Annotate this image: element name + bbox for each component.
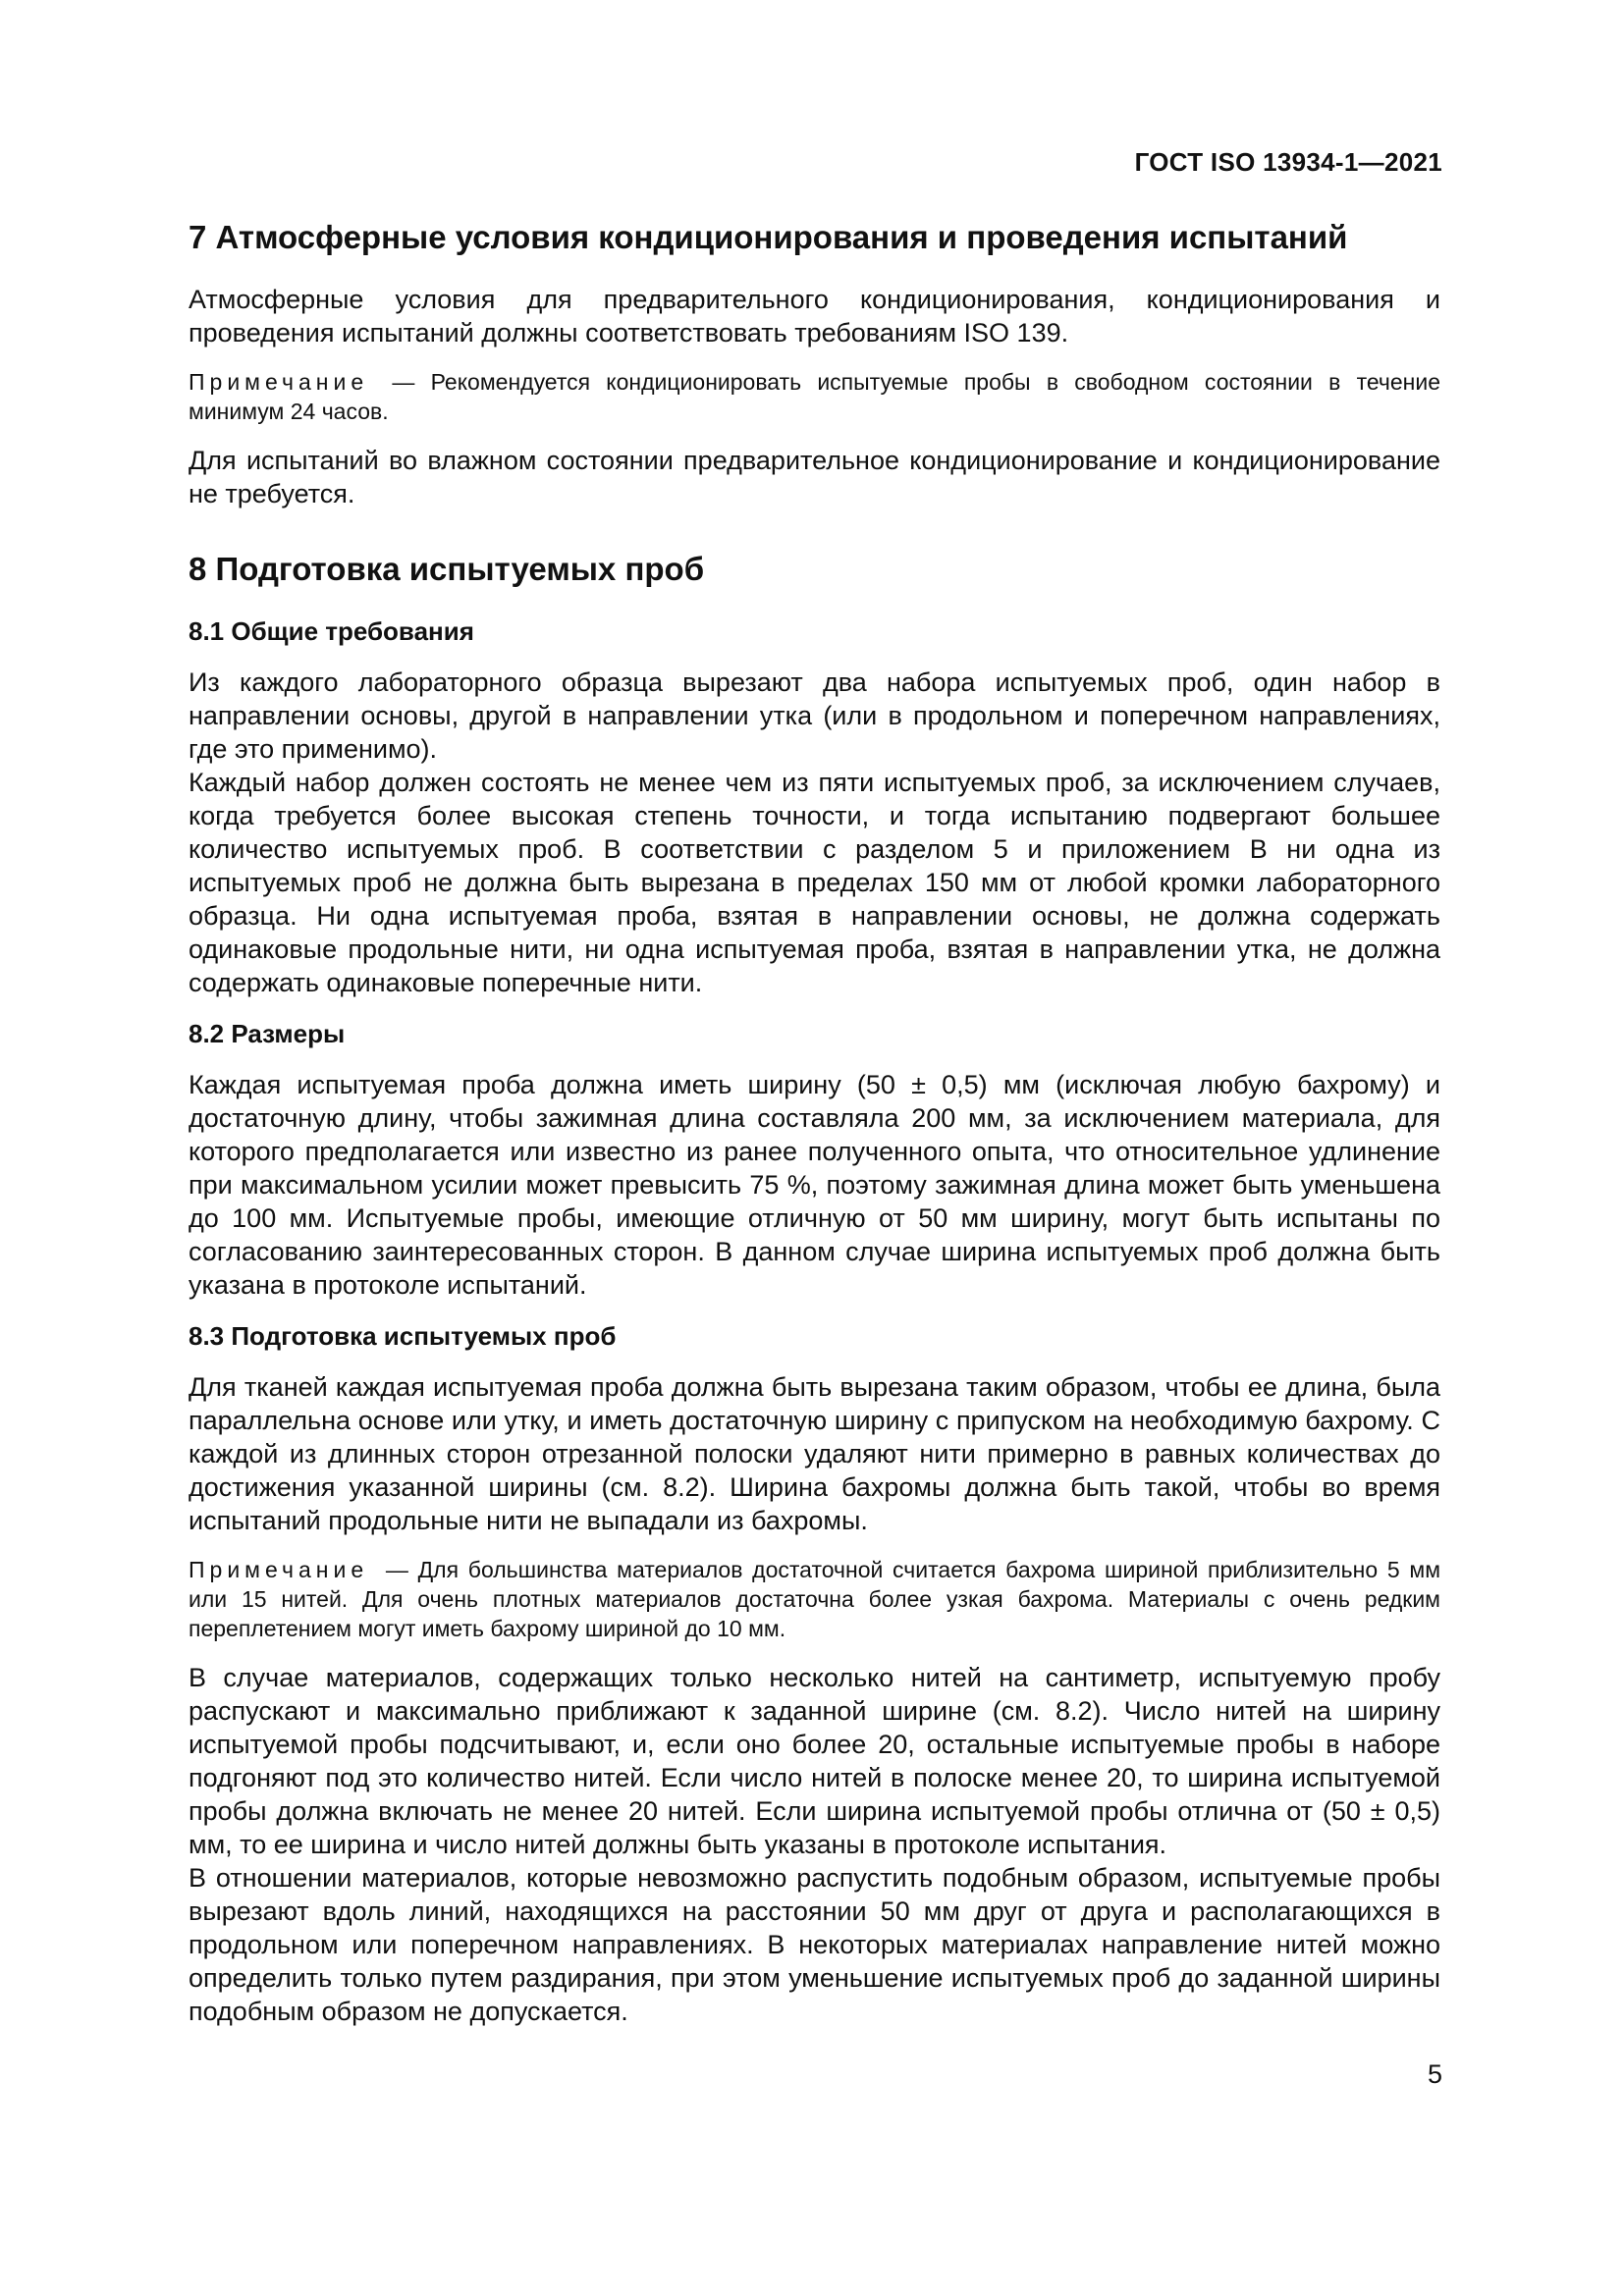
note-label: Примечание	[189, 1557, 369, 1582]
note-label: Примечание	[189, 369, 369, 395]
section-7-note	[189, 367, 1440, 426]
section-7-title: 7 Атмосферные условия кондиционирования и проведения испытаний	[189, 219, 1348, 255]
page-content	[189, 216, 1440, 2028]
subsection-8-1-paragraph-1: Из каждого лабораторного образца вырезают два набора испытуемых проб, один набор в направлении основы, другой в направлении утка (или в продольном и поперечном направлениях, где это применимо).	[189, 667, 1440, 764]
document-code-header: ГОСТ ISO 13934-1—2021	[1134, 147, 1442, 177]
section-7-paragraph-1-text: Атмосферные условия для предварительного кондиционирования, кондиционирования и проведения испытаний должны соответствовать требованиям ISO 139.	[189, 285, 1440, 347]
note-text: — Рекомендуется кондиционировать испытуемые пробы в свободном состоянии в течение минимум 24 часов.	[189, 369, 1441, 424]
note-text: — Для большинства материалов достаточной считается бахрома шириной приблизительно 5 мм или 15 нитей. Для очень плотных материалов достаточна более узкая бахрома. Материалы с очень редким переплетением могут иметь бахрому шириной до 10 мм.	[189, 1557, 1441, 1641]
section-7-paragraph-2: Для испытаний во влажном состоянии предварительное кондиционирование и кондиционирование не требуется.	[189, 446, 1440, 508]
subsection-8-3-paragraph-3: В отношении материалов, которые невозможно распустить подобным образом, испытуемые пробы вырезают вдоль линий, находящихся на расстоянии 50 мм друг от друга и располагающихся в продольном или поперечном направлениях. В некоторых материалах направление нитей можно определить только путем раздирания, при этом уменьшение испытуемых проб до заданной ширины подобным образом не допускается.	[189, 1863, 1440, 2026]
section-8-title: 8 Подготовка испытуемых проб	[189, 551, 705, 587]
subsection-8-3-note	[189, 1555, 1440, 1643]
subsection-8-3-paragraph-2: В случае материалов, содержащих только несколько нитей на сантиметр, испытуемую пробу распускают и максимально приближают к заданной ширине (см. 8.2). Число нитей на ширину испытуемой пробы подсчитывают, и, если оно более 20, остальные испытуемые пробы в наборе подгоняют под это количество нитей. Если число нитей в полоске менее 20, то ширина испытуемой пробы должна включать не менее 20 нитей. Если ширина испытуемой пробы отлична от (50 ± 0,5) мм, то ее ширина и число нитей должны быть указаны в протоколе испытания.	[189, 1663, 1440, 1859]
section-7-paragraph-1	[189, 283, 1440, 349]
subsection-8-3-title: 8.3 Подготовка испытуемых проб	[189, 1321, 617, 1351]
page-number: 5	[1427, 2059, 1442, 2089]
subsection-8-1-paragraph-2: Каждый набор должен состоять не менее чем из пяти испытуемых проб, за исключением случаев, когда требуется более высокая степень точности, и тогда испытанию подвергают большее количество испытуемых проб. В соответствии с разделом 5 и приложением В ни одна из испытуемых проб не должна быть вырезана в пределах 150 мм от любой кромки лабораторного образца. Ни одна испытуемая проба, взятая в направлении основы, не должна содержать одинаковые продольные нити, ни одна испытуемая проба, взятая в направлении утка, не должна содержать одинаковые поперечные нити.	[189, 768, 1440, 997]
subsection-8-3-paragraph-1: Для тканей каждая испытуемая проба должна быть вырезана таким образом, чтобы ее длина, была параллельна основе или утку, и иметь достаточную ширину с припуском на необходимую бахрому. С каждой из длинных сторон отрезанной полоски удаляют нити примерно в равных количествах до достижения указанной ширины (см. 8.2). Ширина бахромы должна быть такой, чтобы во время испытаний продольные нити не выпадали из бахромы.	[189, 1372, 1440, 1535]
subsection-8-2-paragraph-1: Каждая испытуемая проба должна иметь ширину (50 ± 0,5) мм (исключая любую бахрому) и достаточную длину, чтобы зажимная длина составляла 200 мм, за исключением материала, для которого предполагается или известно из ранее полученного опыта, что относительное удлинение при максимальном усилии может превысить 75 %, поэтому зажимная длина может быть уменьшена до 100 мм. Испытуемые пробы, имеющие отличную от 50 мм ширину, могут быть испытаны по согласованию заинтересованных сторон. В данном случае ширина испытуемых проб должна быть указана в протоколе испытаний.	[189, 1070, 1440, 1300]
subsection-8-2-title: 8.2 Размеры	[189, 1019, 346, 1048]
subsection-8-1-title: 8.1 Общие требования	[189, 616, 474, 646]
